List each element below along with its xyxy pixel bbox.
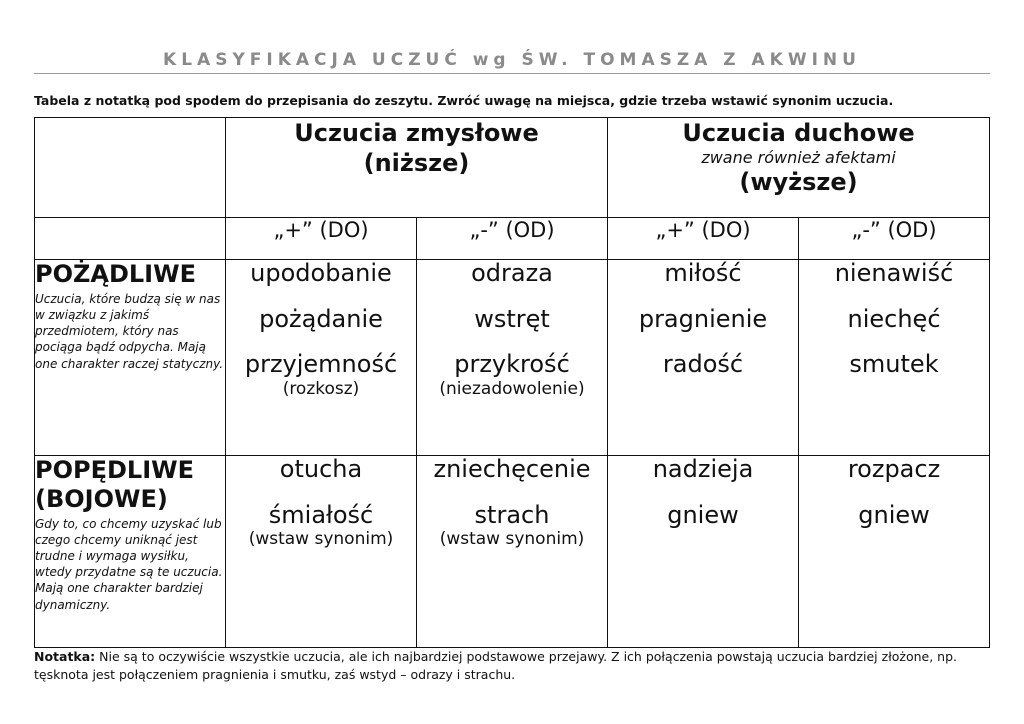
footnote-label: Notatka: [34,649,96,664]
direction-cell: „+” (DO) [226,218,417,260]
feeling-word: pożądanie [259,304,383,333]
feelings-cell [799,456,990,648]
feeling-note: (rozkosz) [282,378,360,399]
feeling-item [608,456,798,484]
feeling-word: niechęć [847,304,941,333]
feeling-item [608,260,798,288]
header-sensory [226,118,608,218]
feeling-item [608,306,798,334]
feelings-cell [417,260,608,456]
feeling-word: pragnienie [638,304,768,333]
feeling-word: rozpacz [847,455,941,483]
feeling-word: otucha [279,455,363,483]
row-pozadliwe [35,260,990,456]
feeling-word: nienawiść [834,259,954,287]
feeling-word: strach [474,500,550,529]
row-title: POŻĄDLIWE [35,260,196,288]
feeling-item [226,351,416,399]
feeling-item [417,502,607,550]
footnote [34,648,990,684]
feelings-cell [226,456,417,648]
feeling-item [226,456,416,484]
feeling-note: (niezadowolenie) [439,378,585,399]
feeling-item [608,351,798,379]
feeling-item [799,306,989,334]
feeling-item [417,351,607,399]
feelings-cell [608,456,799,648]
row-label [35,260,226,456]
feeling-word: wstręt [474,304,550,333]
row-popedliwe [35,456,990,648]
header-row [35,118,990,218]
direction-empty-cell [35,218,226,260]
feeling-word: smutek [849,350,939,379]
intro-text: Tabela z notatką pod spodem do przepisania do zeszytu. Zwróć uwagę na miejsca, gdzie trzeba wstawić synonim uczucia. [34,93,894,108]
emotions-table [34,117,990,648]
title-divider [34,73,990,74]
spiritual-subtitle: zwane również afektami [701,148,896,167]
feeling-note: (wstaw synonim) [248,529,394,550]
feeling-item [799,456,989,484]
feeling-item [799,502,989,530]
feeling-item [417,456,607,484]
feeling-word: odraza [471,259,553,287]
spiritual-level: (wyższe) [739,168,858,197]
feelings-cell [417,456,608,648]
feeling-word: upodobanie [250,259,392,287]
feeling-item [226,306,416,334]
header-empty-cell [35,118,226,218]
feeling-item [608,502,798,530]
row-description: Gdy to, co chcemy uzyskać lub czego chcemy uniknąć jest trudne i wymaga wysiłku, wtedy przydatne są te uczucia. Mają one charakter bardziej dynamiczny. [35,516,223,612]
feeling-item [417,306,607,334]
feelings-cell [608,260,799,456]
direction-cell: „-” (OD) [417,218,608,260]
header-spiritual [608,118,990,218]
sensory-title: Uczucia zmysłowe [294,119,539,147]
page-title: KLASYFIKACJA UCZUĆ wg ŚW. TOMASZA Z AKWINU [163,50,861,70]
feeling-note: (wstaw synonim) [439,529,585,550]
feeling-item [226,260,416,288]
feeling-item [226,502,416,550]
feeling-word: miłość [664,259,742,287]
feeling-word: śmiałość [268,500,374,529]
footnote-text: Nie są to oczywiście wszystkie uczucia, ale ich najbardziej podstawowe przejawy. Z ich połączenia powstają uczucia bardziej złożone, np. tęsknota jest połączeniem pragnienia i smutku, zaś wstyd – odrazy i strachu. [34,649,957,683]
direction-row [35,218,990,260]
feeling-word: przykrość [454,350,570,379]
feeling-item [799,260,989,288]
feeling-item [417,260,607,288]
direction-cell: „+” (DO) [608,218,799,260]
feelings-cell [799,260,990,456]
feeling-word: przyjemność [244,350,398,379]
feeling-word: nadzieja [652,455,754,483]
row-title: POPĘDLIWE (BOJOWE) [35,456,194,513]
feeling-word: zniechęcenie [433,455,591,483]
sensory-level: (niższe) [363,149,470,177]
feelings-cell [226,260,417,456]
row-label [35,456,226,648]
feeling-word: gniew [858,500,930,529]
direction-cell: „-” (OD) [799,218,990,260]
feeling-word: radość [662,350,744,379]
spiritual-title: Uczucia duchowe [682,119,915,147]
row-description: Uczucia, które budzą się w nas w związku z jakimś przedmiotem, który nas pociąga bądź odpycha. Mają one charakter raczej statyczny. [35,291,224,371]
feeling-item [799,351,989,379]
feeling-word: gniew [667,500,739,529]
